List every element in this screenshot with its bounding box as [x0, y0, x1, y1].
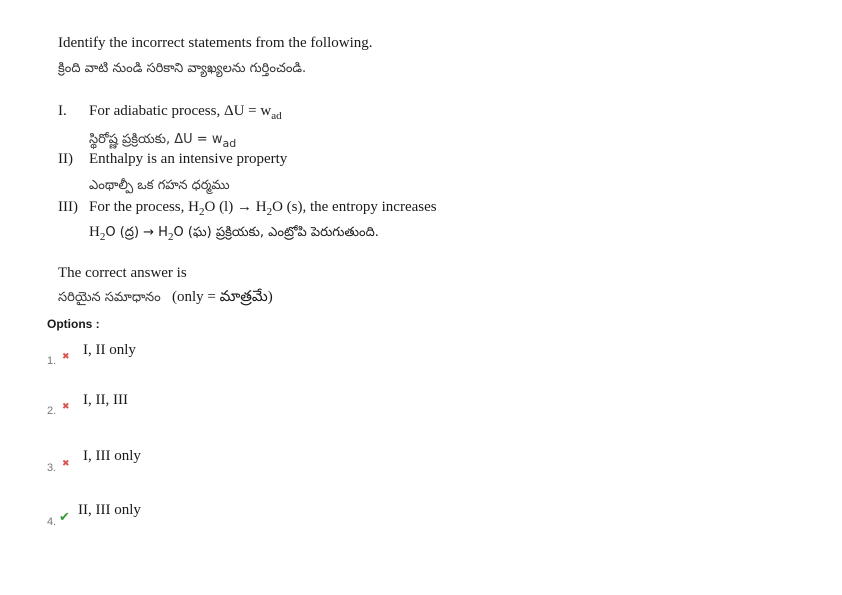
cross-icon: ✖	[62, 459, 70, 469]
statement-3-telugu-sub-2: 2	[167, 231, 174, 243]
statement-1-text-telugu	[89, 132, 236, 150]
option-4-text: II, III only	[78, 502, 141, 518]
statement-1-prefix: For adiabatic process, ΔU = w	[89, 103, 272, 119]
statement-3-part-a: For the process, H	[89, 199, 199, 215]
option-1-number: 1.	[47, 355, 57, 367]
statement-1-telugu-prefix: స్థిరోష్ణ ప్రక్రియకు, ΔU = w	[89, 132, 223, 147]
statement-2-text: Enthalpy is an intensive property	[89, 151, 288, 167]
statement-1-subscript: ad	[271, 110, 282, 122]
statement-3-telugu-part-b: O (ద్ర) → H	[105, 225, 168, 240]
option-1-text: I, II only	[83, 342, 136, 358]
cross-icon: ✖	[62, 352, 70, 362]
option-4-number: 4.	[47, 516, 57, 528]
statement-3-part-c: O (s), the entropy increases	[272, 199, 437, 215]
question-text: Identify the incorrect statements from the following.	[58, 35, 373, 51]
statement-1-number: I.	[58, 103, 67, 119]
option-2-text: I, II, III	[83, 392, 128, 408]
statement-3-telugu-part-a: H	[89, 224, 100, 240]
statement-3-text-telugu	[89, 224, 379, 243]
checkmark-icon: ✔	[59, 510, 70, 525]
option-2-number: 2.	[47, 405, 57, 417]
options-label: Options :	[47, 317, 100, 331]
question-text-telugu: క్రింది వాటి నుండి సరికాని వ్యాఖ్యలను గుర్తించండి.	[58, 61, 307, 76]
answer-prompt: The correct answer is	[58, 265, 187, 281]
statement-3-telugu-part-c: O (ఘ) ప్రక్రియకు, ఎంట్రోపి పెరుగుతుంది.	[173, 225, 379, 240]
answer-prompt-telugu-text: సరియైన సమాధానం	[58, 290, 161, 305]
statement-1-text	[89, 103, 282, 120]
option-3-number: 3.	[47, 462, 57, 474]
statement-3-number: III)	[58, 199, 78, 215]
statement-1-telugu-subscript: ad	[222, 137, 237, 150]
cross-icon: ✖	[62, 402, 70, 412]
option-3-text: I, III only	[83, 448, 141, 464]
statement-2-number: II)	[58, 151, 73, 167]
statement-2-text-telugu: ఎంథాల్పీ ఒక గహన ధర్మము	[89, 178, 230, 193]
answer-prompt-telugu	[58, 289, 273, 309]
answer-prompt-note: (only = మాత్రమే)	[171, 289, 273, 305]
statement-3-telugu-sub-1: 2	[99, 231, 106, 243]
statement-3-sub-2: 2	[266, 206, 273, 218]
statement-3-text	[89, 199, 437, 216]
statement-3-part-b: O (l) → H	[204, 199, 267, 215]
statement-3-sub-1: 2	[198, 206, 205, 218]
